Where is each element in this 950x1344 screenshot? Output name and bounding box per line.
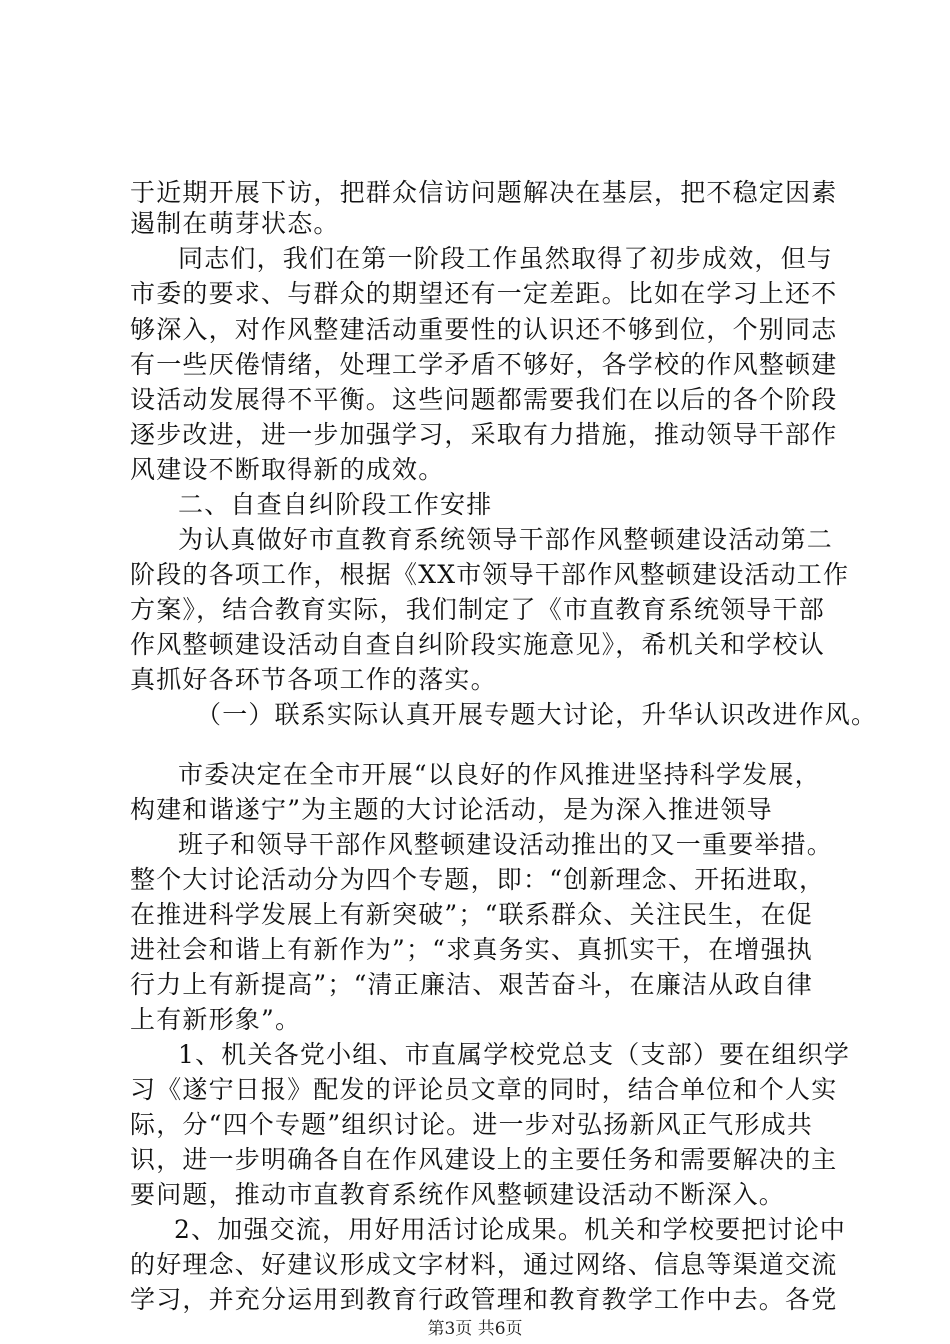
- paragraph-line: 在推进科学发展上有新突破”；“联系群众、关注民生，在促: [130, 900, 813, 929]
- paragraph-line: 进社会和谐上有新作为”；“求真务实、真抓实干，在增强执: [130, 935, 813, 964]
- subsection-heading: （一）联系实际认真开展专题大讨论，升华认识改进作风。: [196, 700, 878, 729]
- paragraph-line: 2、加强交流，用好用活讨论成果。机关和学校要把讨论中: [174, 1215, 847, 1244]
- paragraph-line: 风建设不断取得新的成效。: [130, 455, 445, 484]
- paragraph-line: 作风整顿建设活动自查自纠阶段实施意见》，希机关和学校认: [130, 630, 825, 659]
- section-heading: 二、自查自纠阶段工作安排: [178, 490, 493, 519]
- paragraph-line: 习《遂宁日报》配发的评论员文章的同时，结合单位和个人实: [130, 1075, 838, 1104]
- paragraph-line: 为认真做好市直教育系统领导干部作风整顿建设活动第二: [178, 525, 834, 554]
- paragraph-line: 阶段的各项工作，根据《XX市领导干部作风整顿建设活动工作: [130, 560, 850, 589]
- paragraph-line: 构建和谐遂宁”为主题的大讨论活动，是为深入推进领导: [130, 795, 773, 824]
- paragraph-line: 整个大讨论活动分为四个专题，即：“创新理念、开拓进取，: [130, 865, 826, 894]
- paragraph-line: 的好理念、好建议形成文字材料，通过网络、信息等渠道交流: [130, 1250, 838, 1279]
- paragraph-line: 1、机关各党小组、市直属学校党总支（支部）要在组织学: [178, 1040, 851, 1069]
- paragraph-line: 上有新形象”。: [130, 1005, 302, 1034]
- paragraph-line: 市委的要求、与群众的期望还有一定差距。比如在学习上还不: [130, 279, 838, 308]
- paragraph-line: 学习，并充分运用到教育行政管理和教育教学工作中去。各党: [130, 1285, 838, 1314]
- paragraph-line: 际，分“四个专题”组织讨论。进一步对弘扬新风正气形成共: [130, 1110, 813, 1139]
- paragraph-line: 遏制在萌芽状态。: [130, 209, 340, 238]
- paragraph-line: 行力上有新提高”；“清正廉洁、艰苦奋斗，在廉洁从政自律: [130, 970, 813, 999]
- paragraph-line: 设活动发展得不平衡。这些问题都需要我们在以后的各个阶段: [130, 385, 838, 414]
- paragraph-line: 于近期开展下访，把群众信访问题解决在基层，把不稳定因素: [130, 178, 838, 207]
- paragraph-line: 逐步改进，进一步加强学习，采取有力措施，推动领导干部作: [130, 420, 838, 449]
- paragraph-line: 有一些厌倦情绪，处理工学矛盾不够好，各学校的作风整顿建: [130, 350, 838, 379]
- page-number-footer: 第3页 共6页: [427, 1319, 523, 1339]
- paragraph-line: 真抓好各环节各项工作的落实。: [130, 665, 497, 694]
- paragraph-line: 市委决定在全市开展“以良好的作风推进坚持科学发展，: [178, 760, 821, 789]
- paragraph-line: 够深入，对作风整建活动重要性的认识还不够到位，个别同志: [130, 315, 838, 344]
- paragraph-line: 同志们，我们在第一阶段工作虽然取得了初步成效，但与: [178, 244, 834, 273]
- paragraph-line: 方案》，结合教育实际，我们制定了《市直教育系统领导干部: [130, 595, 825, 624]
- paragraph-line: 识，进一步明确各自在作风建设上的主要任务和需要解决的主: [130, 1145, 838, 1174]
- paragraph-line: 班子和领导干部作风整顿建设活动推出的又一重要举措。: [178, 830, 834, 859]
- paragraph-line: 要问题，推动市直教育系统作风整顿建设活动不断深入。: [130, 1180, 786, 1209]
